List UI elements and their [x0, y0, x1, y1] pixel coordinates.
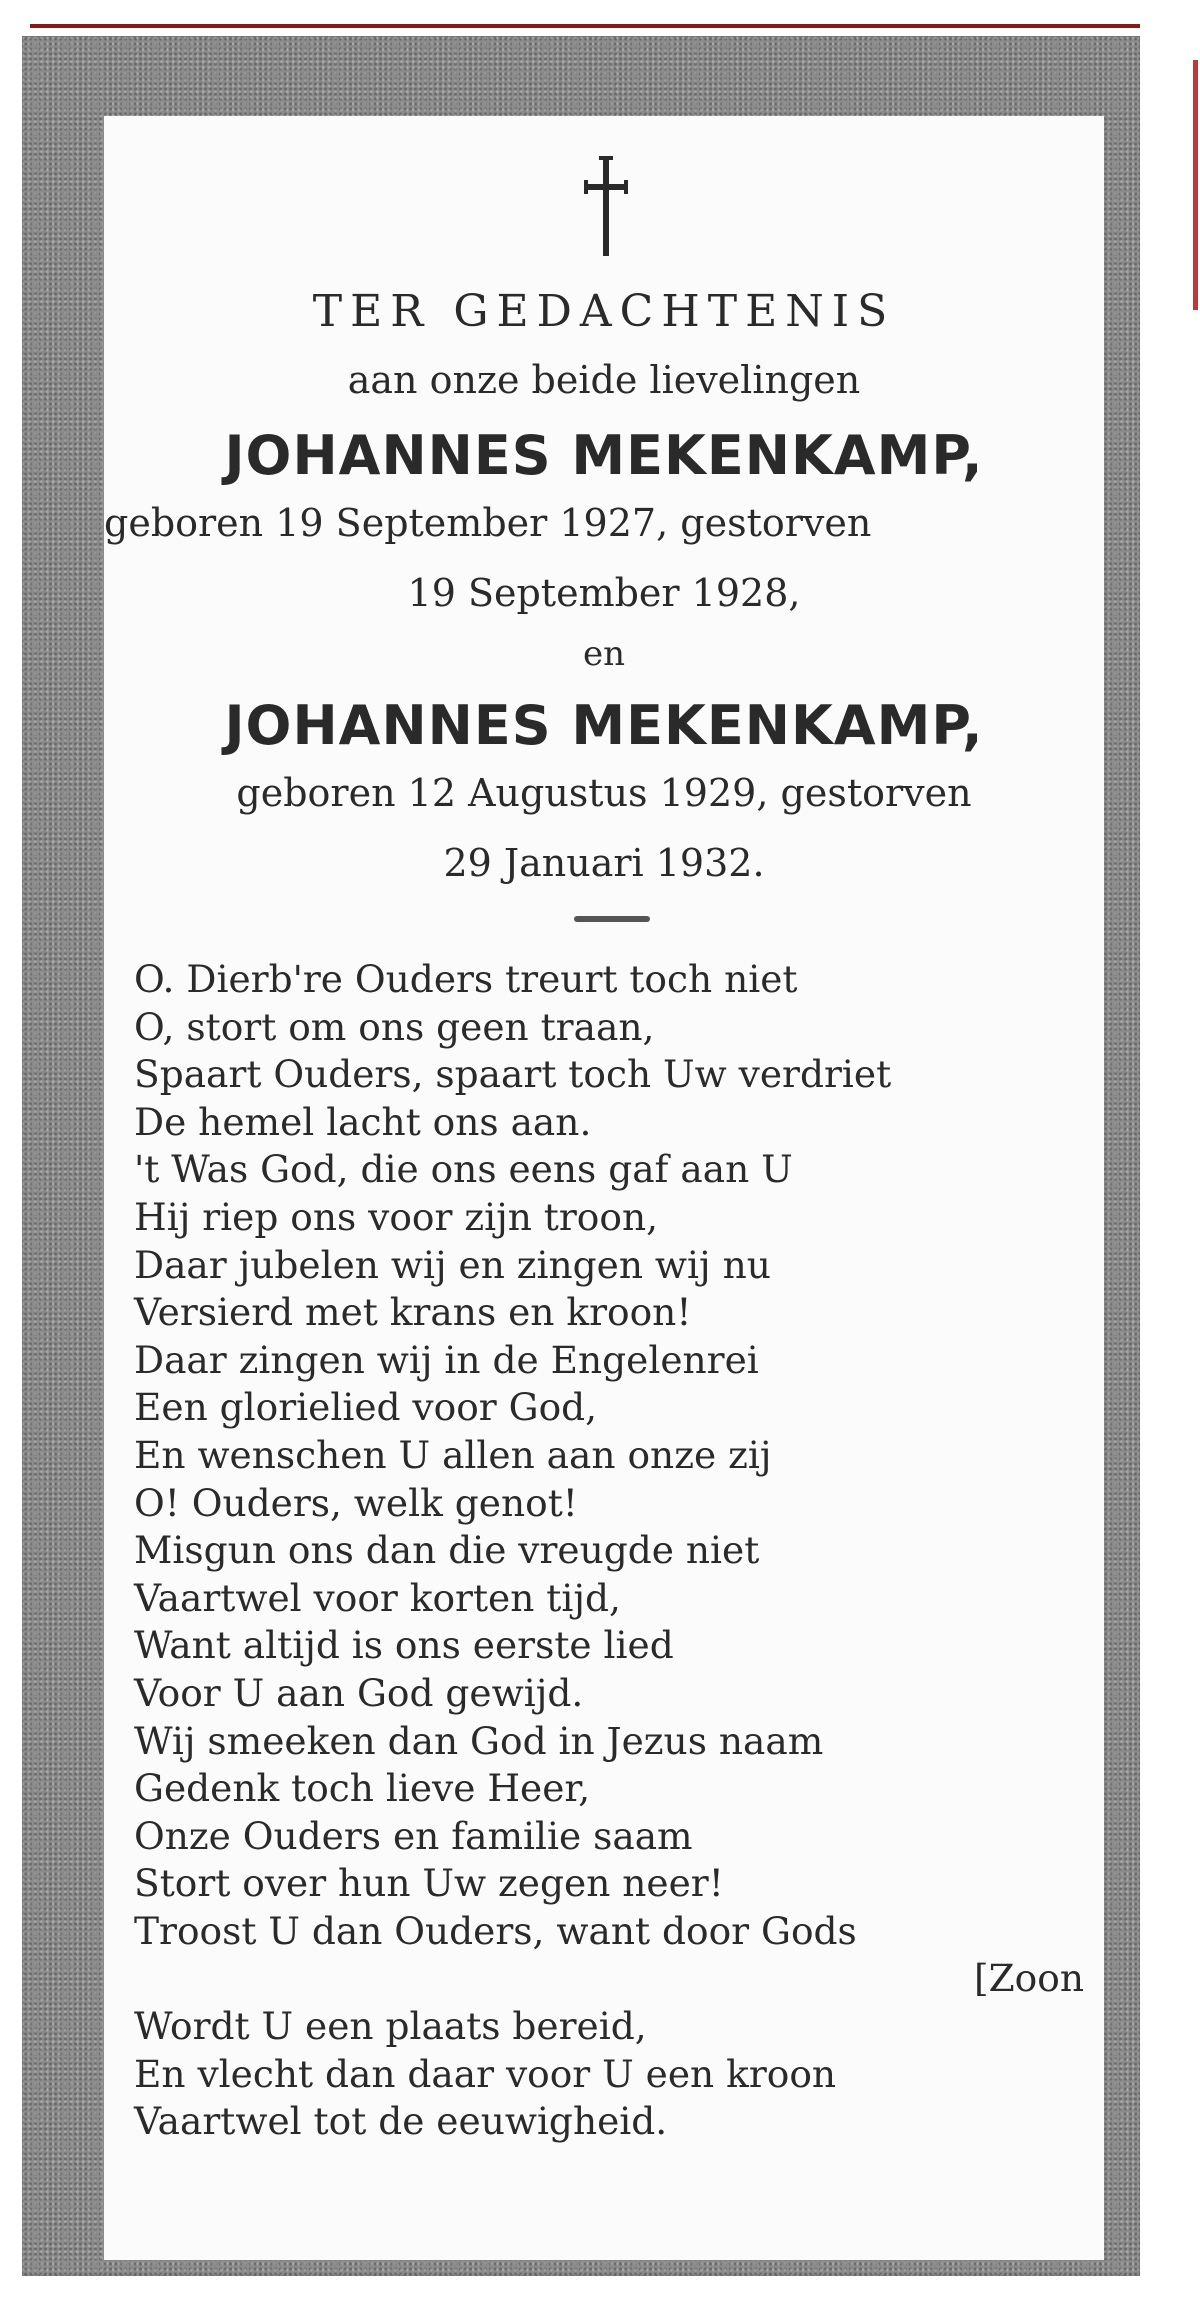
person1-name: JOHANNES MEKENKAMP,	[224, 424, 984, 487]
poem-line: Spaart Ouders, spaart toch Uw verdriet	[134, 1052, 892, 1097]
mourning-border	[22, 36, 1140, 2276]
poem-line: O. Dierb're Ouders treurt toch niet	[134, 957, 798, 1001]
poem-line: 't Was God, die ons eens gaf aan U	[134, 1147, 793, 1192]
poem-line: Vaartwel tot de eeuwigheid.	[134, 2099, 668, 2144]
person2-died-date: 29 Januari 1932.	[443, 841, 765, 885]
poem-line: O, stort om ons geen traan,	[134, 1004, 655, 1049]
poem-line: Hij riep ons voor zijn troon,	[134, 1194, 659, 1239]
person1-birth-line	[104, 501, 1104, 545]
cross-icon	[584, 156, 628, 256]
person1-born-label: geboren	[104, 501, 264, 545]
top-paper-edge	[30, 24, 1140, 28]
memorial-subheading: aan onze beide lievelingen	[347, 358, 861, 402]
poem-line-continuation: [Zoon	[974, 1956, 1084, 2001]
poem-line: En vlecht dan daar voor U een kroon	[134, 2051, 837, 2096]
poem-line: Voor U aan God gewijd.	[134, 1670, 584, 1715]
poem-line: Daar zingen wij in de Engelenrei	[134, 1337, 759, 1382]
poem-line: Troost U dan Ouders, want door Gods	[134, 1908, 857, 1953]
memorial-card	[104, 116, 1104, 2260]
person2-birth-line	[104, 771, 1104, 815]
person2-name: JOHANNES MEKENKAMP,	[224, 694, 984, 757]
poem-line: Een glorielied voor God,	[134, 1385, 598, 1430]
person1-died-label: gestorven	[680, 501, 872, 545]
person2-born-label: geboren	[236, 771, 396, 815]
poem-line: Gedenk toch lieve Heer,	[134, 1766, 591, 1811]
poem-line: Stort over hun Uw zegen neer!	[134, 1861, 724, 1906]
poem-line: Wordt U een plaats bereid,	[134, 2004, 647, 2049]
ornament-divider	[574, 916, 650, 922]
poem-line: Daar jubelen wij en zingen wij nu	[134, 1242, 771, 1287]
poem-line: Onze Ouders en familie saam	[134, 1813, 693, 1858]
person1-born-date: 19 September 1927,	[275, 501, 669, 545]
right-paper-edge	[1193, 60, 1198, 310]
person2-died-label: gestorven	[780, 771, 972, 815]
poem-line: Wij smeeken dan God in Jezus naam	[134, 1718, 824, 1763]
person1-died-date: 19 September 1928,	[407, 571, 801, 615]
poem-line: Want altijd is ons eerste lied	[134, 1623, 674, 1668]
conjunction: en	[582, 634, 626, 674]
person2-born-date: 12 Augustus 1929,	[407, 771, 769, 815]
poem-line: Vaartwel voor korten tijd,	[134, 1575, 621, 1620]
poem-line: Misgun ons dan die vreugde niet	[134, 1528, 760, 1573]
poem-line: De hemel lacht ons aan.	[134, 1099, 592, 1144]
memorial-heading: TER GEDACHTENIS	[312, 286, 896, 337]
poem-line: Versierd met krans en kroon!	[134, 1290, 692, 1335]
poem-line: En wenschen U allen aan onze zij	[134, 1432, 772, 1477]
poem-line: O! Ouders, welk genot!	[134, 1480, 578, 1525]
memorial-poem	[134, 956, 1084, 2146]
